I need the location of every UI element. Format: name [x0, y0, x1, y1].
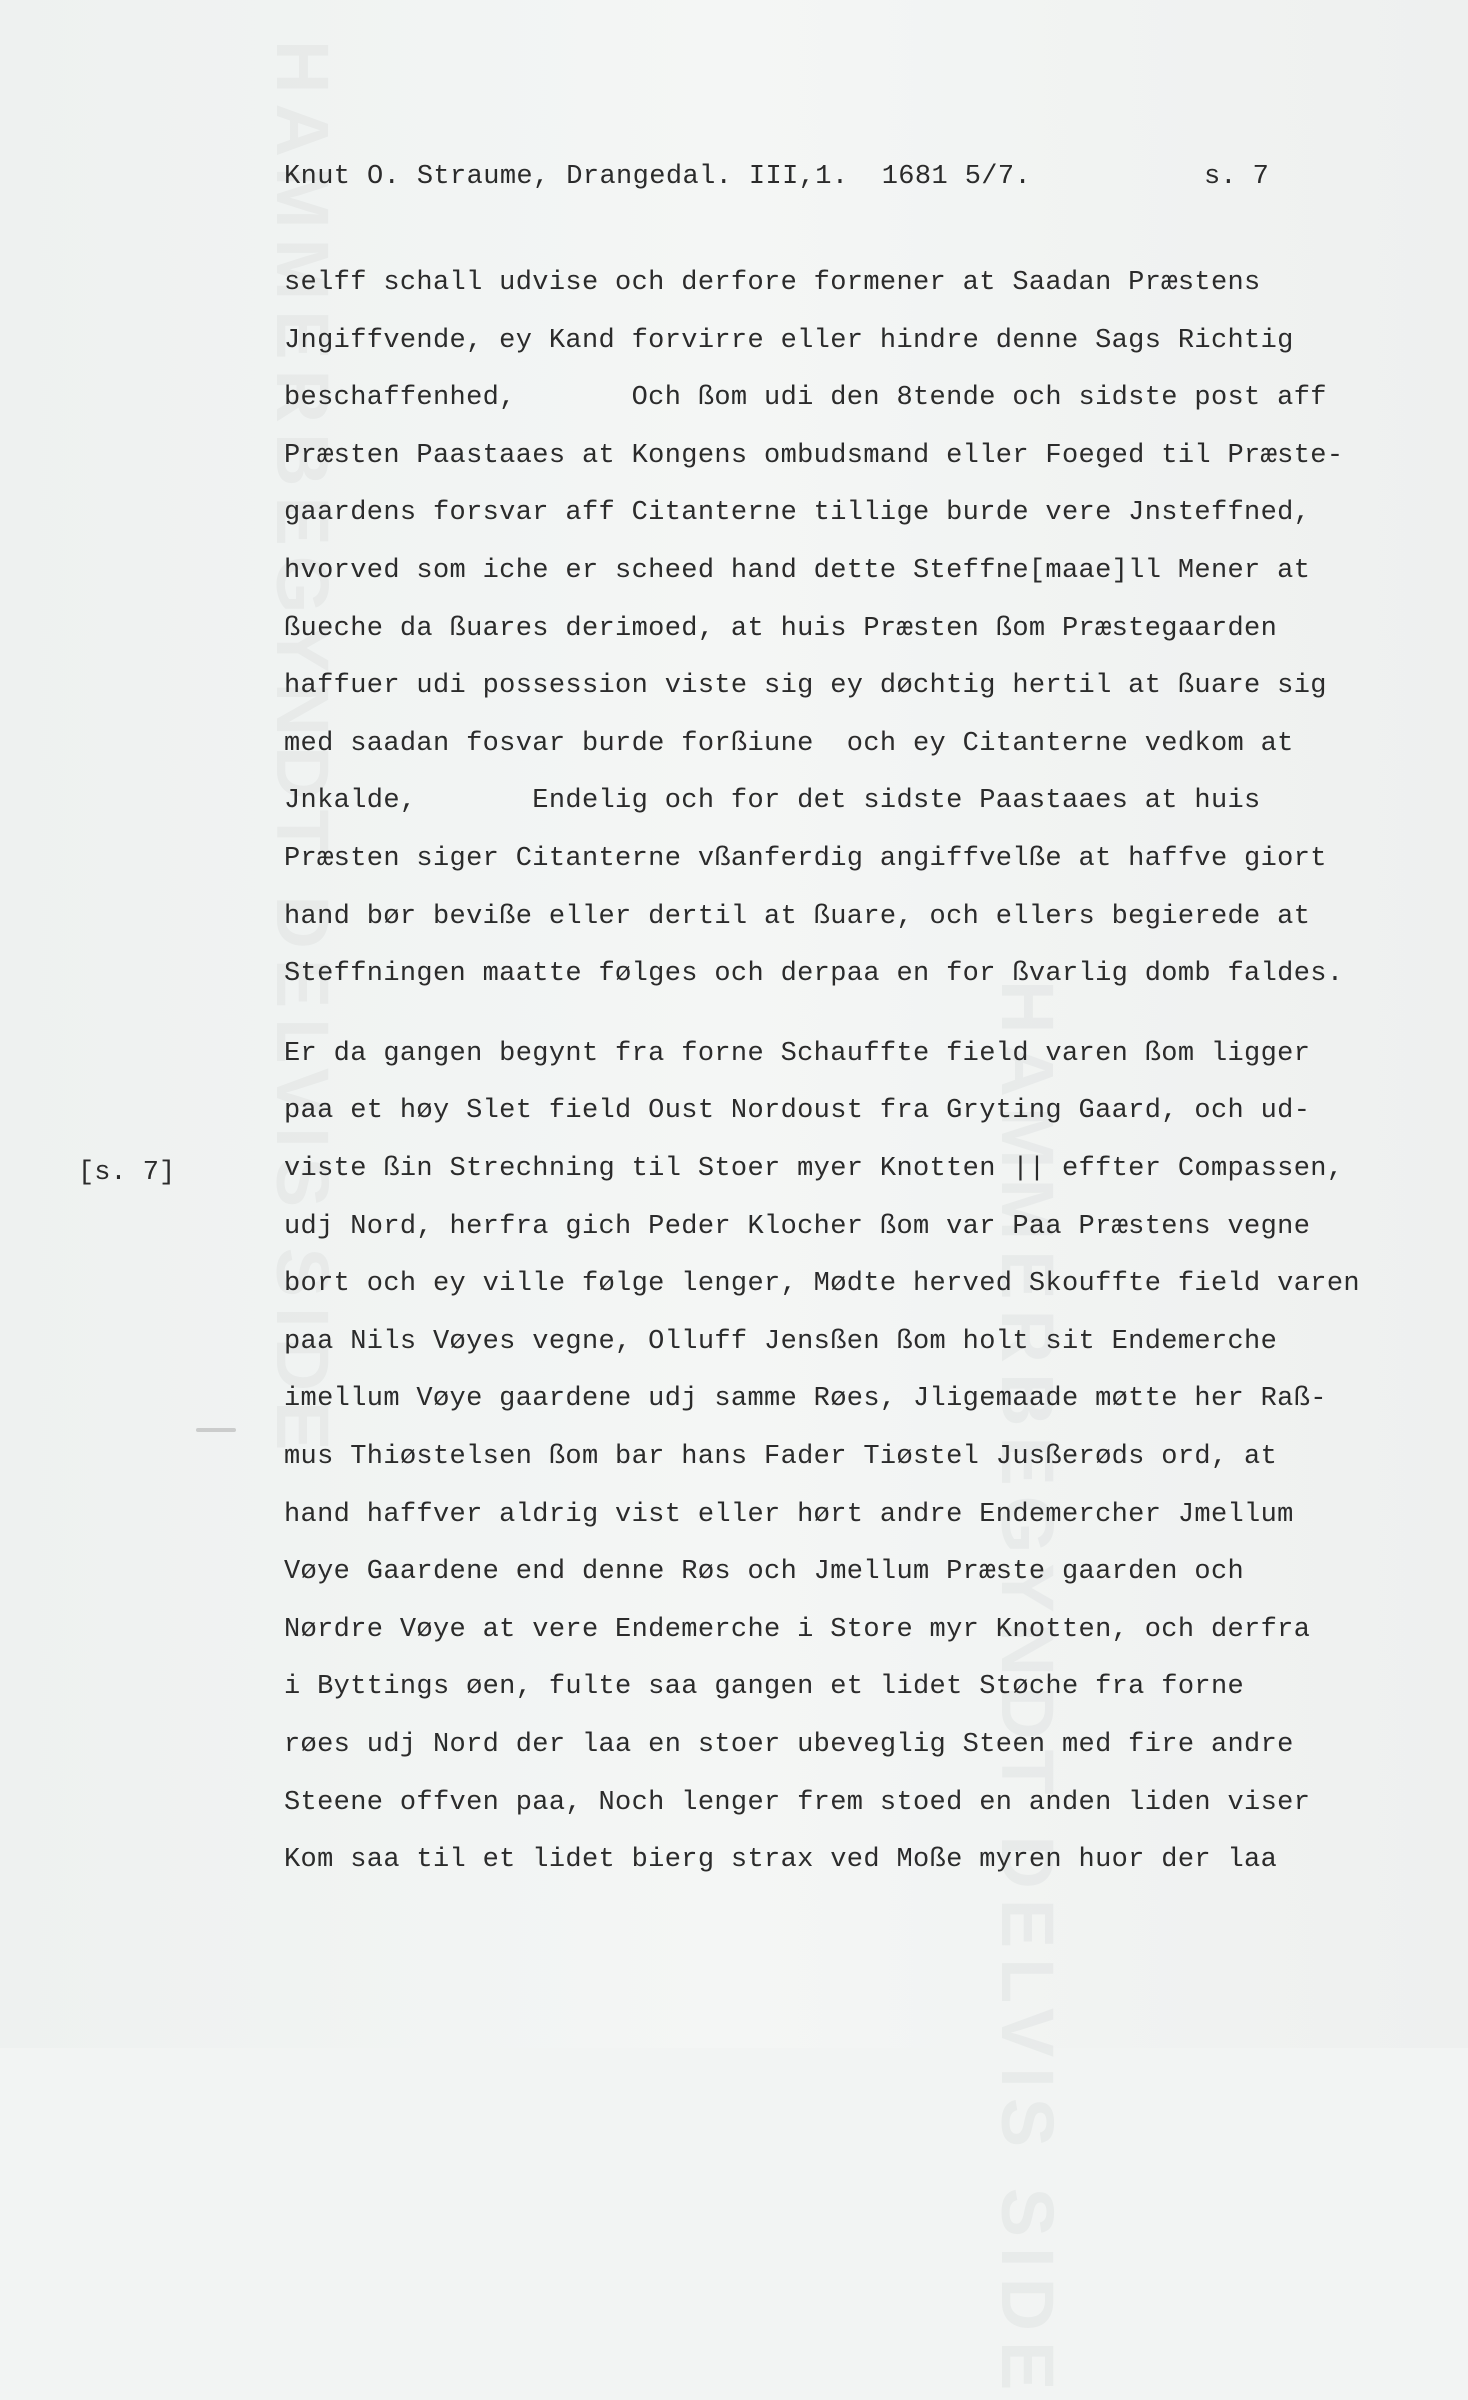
text-line: beschaffenhed, Och ßom udi den 8tende och sidste post aff [284, 383, 1327, 414]
watermark-stamp: HAMMERBEGYNDT DELVIS SIDE [261, 40, 344, 1461]
document-header: Knut O. Straume, Drangedal. III,1. 1681 5/7. [284, 162, 1032, 192]
scan-smudge [196, 1428, 236, 1432]
text-line: udj Nord, herfra gich Peder Klocher ßom var Paa Præstens vegne [284, 1211, 1311, 1242]
text-line: hand bør beviße eller dertil at ßuare, och ellers begierede at [284, 901, 1311, 932]
text-line: Præsten Paastaaes at Kongens ombudsmand eller Foeged til Præste- [284, 440, 1344, 471]
text-line: imellum Vøye gaardene udj samme Røes, Jligemaade møtte her Raß- [284, 1384, 1327, 1415]
watermark-stamp-lower: HAMMERBEGYNDT DELVIS SIDE [986, 980, 1069, 2400]
text-line: Jnkalde, Endelig och for det sidste Paastaaes at huis [284, 786, 1261, 817]
text-line: selff schall udvise och derfore formener at Saadan Præstens [284, 268, 1261, 298]
page-number: s. 7 [1204, 162, 1269, 192]
text-line: Steene offven paa, Noch lenger frem stoed en anden liden viser [284, 1787, 1311, 1818]
text-line: røes udj Nord der laa en stoer ubeveglig Steen med fire andre [284, 1730, 1294, 1760]
text-line: gaardens forsvar aff Citanterne tillige burde vere Jnsteffned, [284, 498, 1311, 529]
text-line: paa Nils Vøyes vegne, Olluff Jensßen ßom holt sit Endemerche [284, 1326, 1278, 1357]
text-line: Jngiffvende, ey Kand forvirre eller hindre denne Sags Richtig [284, 325, 1294, 356]
text-line: med saadan fosvar burde forßiune och ey Citanterne vedkom at [284, 728, 1294, 759]
text-line: hvorved som iche er scheed hand dette Steffne[maae]ll Mener at [284, 556, 1311, 586]
text-line: viste ßin Strechning til Stoer myer Knotten || effter Compassen, [284, 1154, 1344, 1184]
text-line: ßueche da ßuares derimoed, at huis Præsten ßom Præstegaarden [284, 613, 1278, 644]
text-line: i Byttings øen, fulte saa gangen et lidet Støche fra forne [284, 1672, 1245, 1703]
text-line: Vøye Gaardene end denne Røs och Jmellum Præste gaarden och [284, 1557, 1245, 1588]
text-line: hand haffver aldrig vist eller hørt andre Endemercher Jmellum [284, 1499, 1294, 1530]
text-line: Præsten siger Citanterne vßanferdig angiffvelße at haffve giort [284, 844, 1327, 874]
text-line: Steffningen maatte følges och derpaa en for ßvarlig domb faldes. [284, 959, 1344, 990]
text-line: Kom saa til et lidet bierg strax ved Moße myren huor der laa [284, 1845, 1278, 1876]
text-line: bort och ey ville følge lenger, Mødte herved Skouffte field varen [284, 1269, 1360, 1300]
text-line: Er da gangen begynt fra forne Schauffte field varen ßom ligger [284, 1038, 1311, 1069]
text-line: haffuer udi possession viste sig ey døchtig hertil at ßuare sig [284, 671, 1327, 702]
text-line: mus Thiøstelsen ßom bar hans Fader Tiøstel Jusßerøds ord, at [284, 1442, 1278, 1472]
text-line: Nørdre Vøye at vere Endemerche i Store myr Knotten, och derfra [284, 1614, 1311, 1645]
text-line: paa et høy Slet field Oust Nordoust fra Gryting Gaard, och ud- [284, 1096, 1311, 1127]
margin-page-note: [s. 7] [78, 1158, 176, 1188]
